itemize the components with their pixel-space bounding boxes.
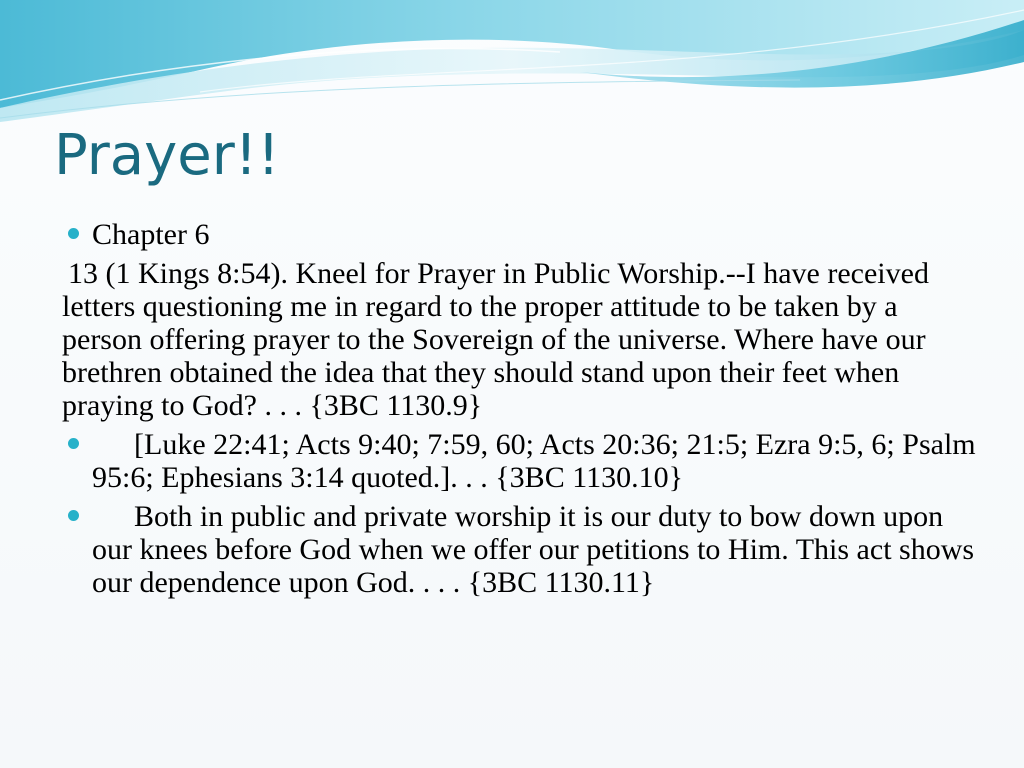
bullet-text: [Luke 22:41; Acts 9:40; 7:59, 60; Acts 20:36; 21:5; Ezra 9:5, 6; Psalm 95:6; Ephesians 3:14 quoted.]. . . {3BC 1130.10} bbox=[92, 428, 976, 494]
bullet-item-chapter bbox=[62, 218, 982, 251]
bullet-text: Chapter 6 bbox=[92, 218, 210, 251]
quote-paragraph: 13 (1 Kings 8:54). Kneel for Prayer in Public Worship.--I have received letters questioning me in regard to the proper attitude to be taken by a person offering prayer to the Sovereign of the universe. Where have our brethren obtained the idea that they should stand upon their feet when praying to God? . . . {3BC 1130.9} bbox=[62, 257, 929, 422]
bullet-item-worship bbox=[62, 500, 982, 599]
bullet-text: Both in public and private worship it is our duty to bow down upon our knees before God when we offer our petitions to Him. This act shows our dependence upon God. . . . {3BC 1130.11} bbox=[92, 500, 975, 599]
bullet-dot-icon bbox=[68, 438, 79, 449]
slide-body bbox=[62, 218, 982, 605]
bullet-dot-icon bbox=[68, 510, 79, 521]
header-wave-decoration bbox=[0, 0, 1024, 130]
bullet-item-references bbox=[62, 428, 982, 494]
slide-title: Prayer!! bbox=[54, 123, 280, 188]
bullet-dot-icon bbox=[68, 228, 79, 239]
